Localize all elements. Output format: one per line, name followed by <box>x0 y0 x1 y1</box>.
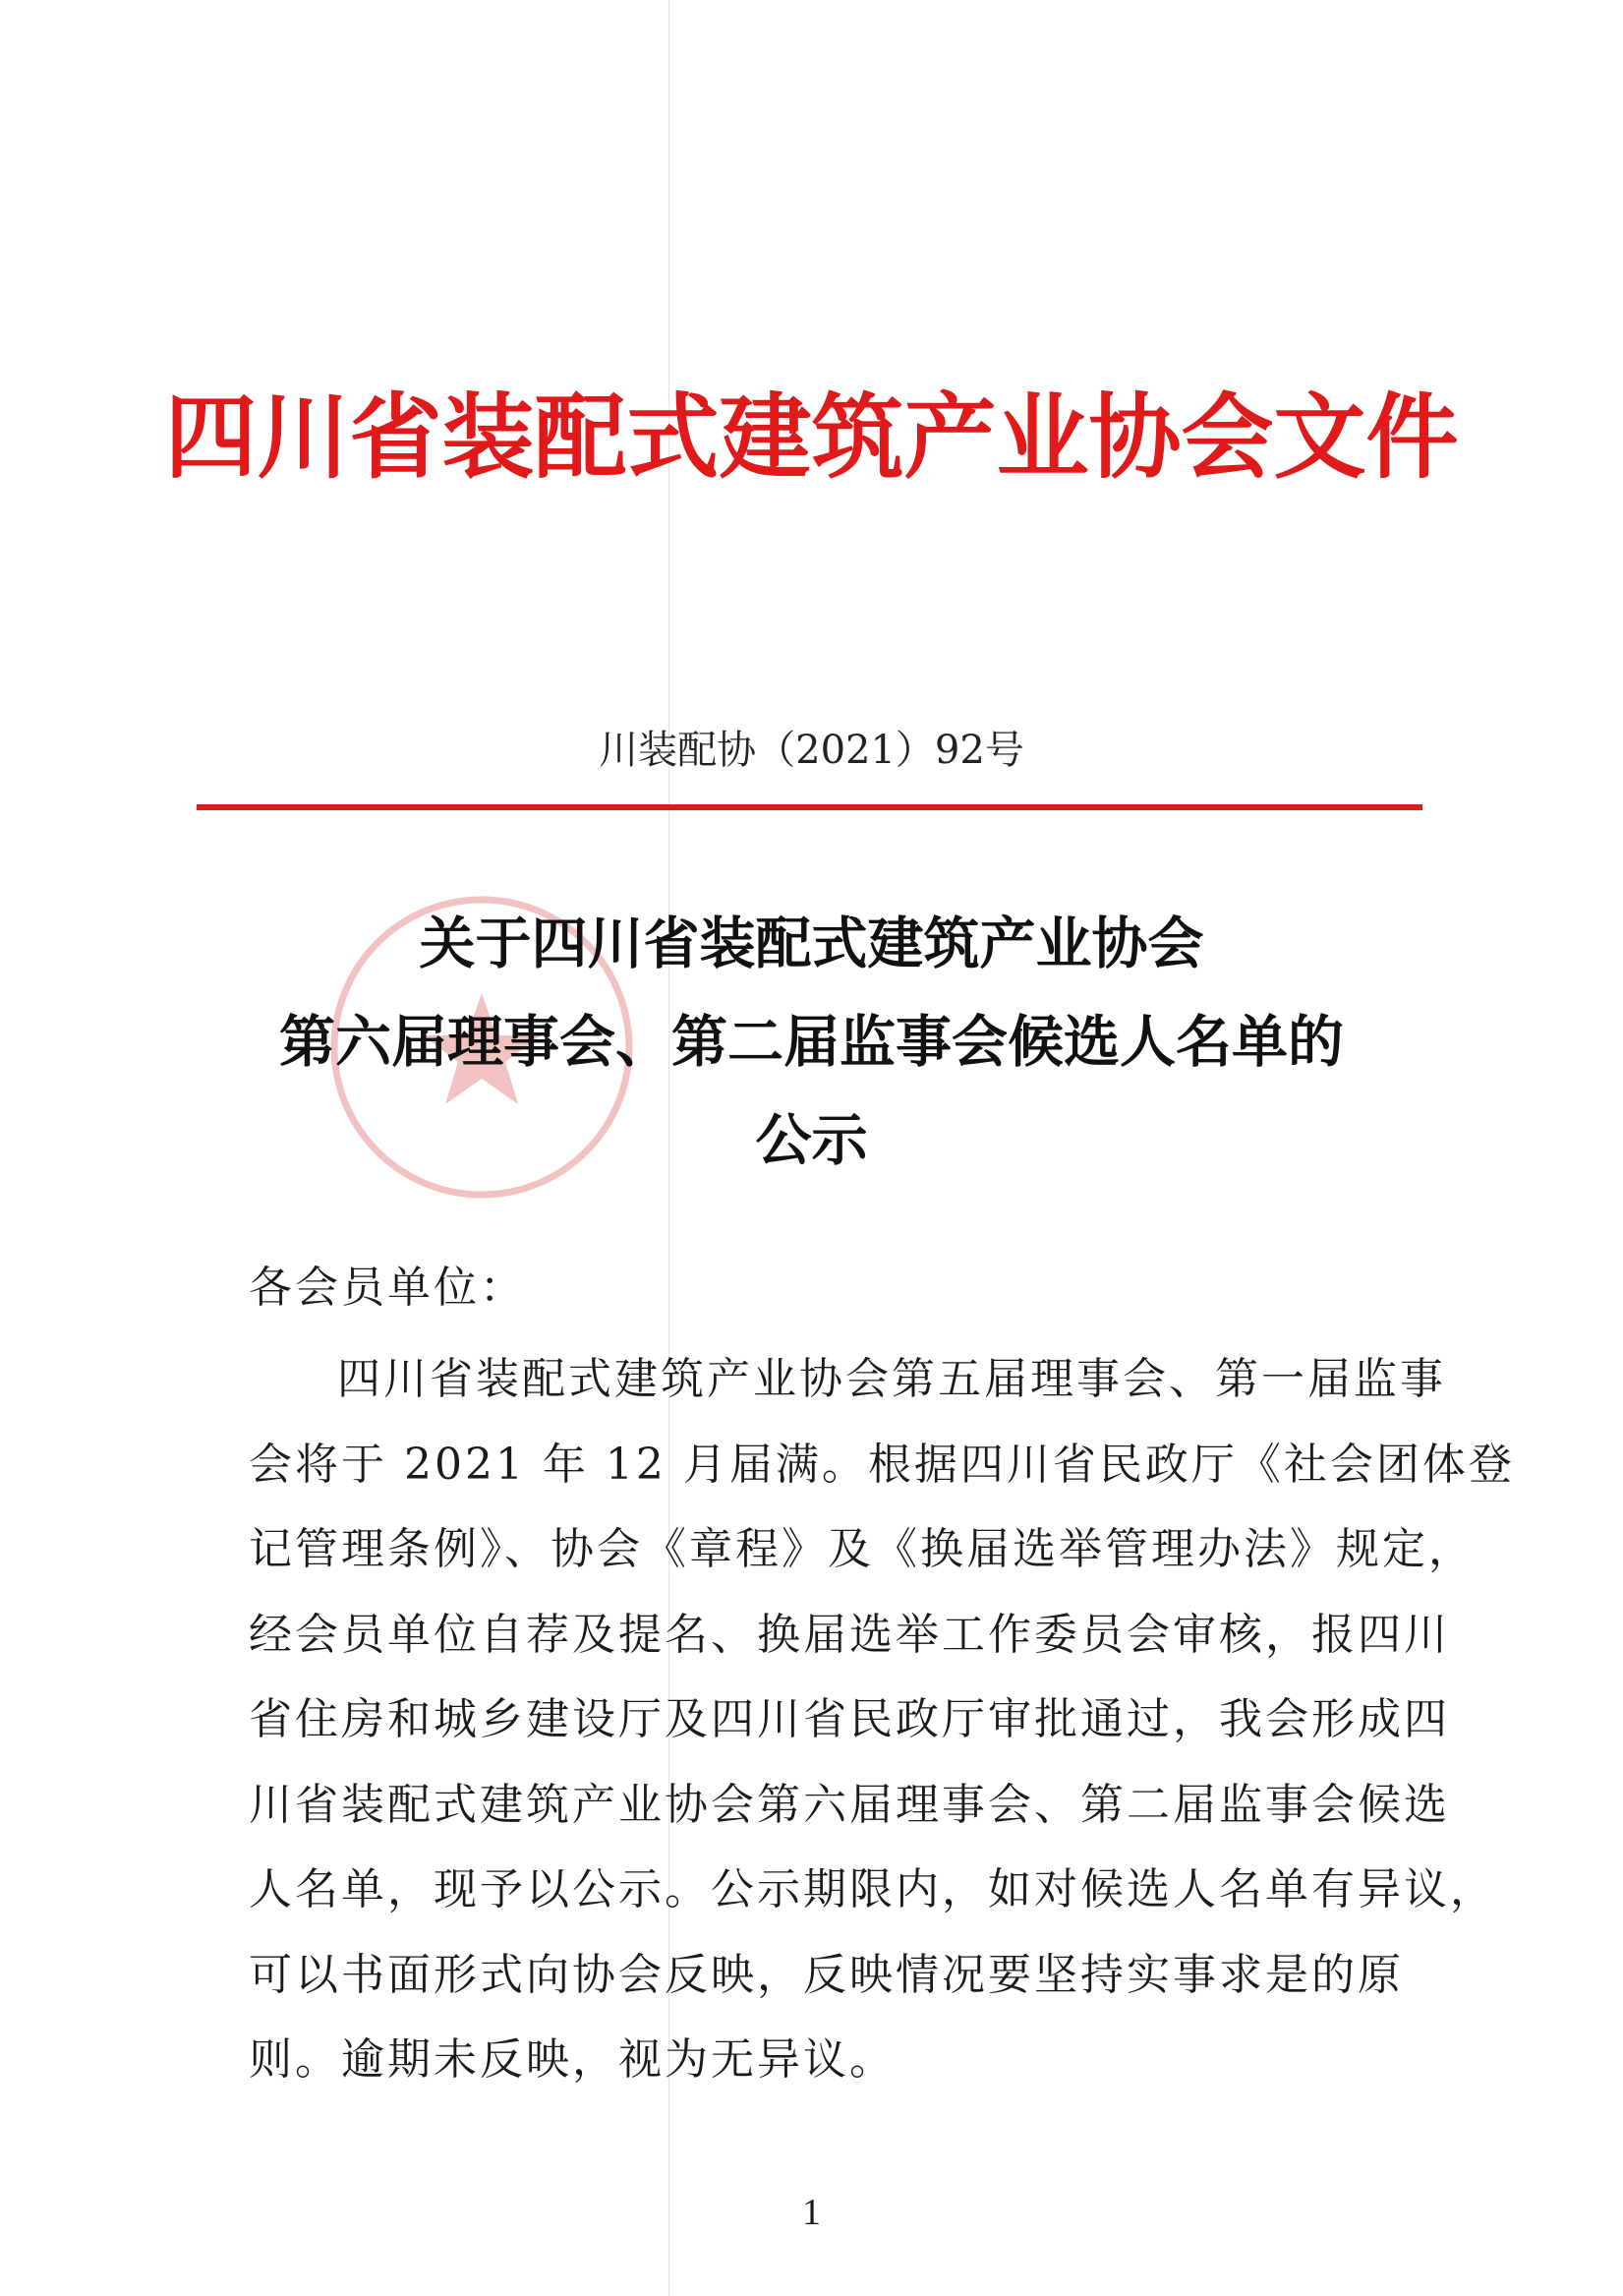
body-line: 可以书面形式向协会反映，反映情况要坚持实事求是的原 <box>249 1949 1404 2000</box>
page-number: 1 <box>802 2192 821 2233</box>
document-title-line-3: 公示 <box>755 1107 868 1173</box>
red-divider-line <box>197 804 1422 810</box>
body-line: 人名单，现予以公示。公示期限内，如对候选人名单有异议， <box>249 1864 1496 1914</box>
body-line: 会将于 2021 年 12 月届满。根据四川省民政厅《社会团体登 <box>249 1439 1515 1490</box>
document-number: 川装配协（2021）92号 <box>599 728 1024 773</box>
body-line: 省住房和城乡建设厅及四川省民政厅审批通过，我会形成四 <box>249 1694 1450 1744</box>
body-line: 川省装配式建筑产业协会第六届理事会、第二届监事会候选 <box>249 1779 1450 1830</box>
body-line: 四川省装配式建筑产业协会第五届理事会、第一届监事 <box>337 1354 1446 1404</box>
organization-header-title: 四川省装配式建筑产业协会文件 <box>164 383 1459 492</box>
body-line: 记管理条例》、协会《章程》及《换届选举管理办法》规定， <box>249 1524 1475 1574</box>
body-line: 则。逾期未反映，视为无异议。 <box>249 2034 896 2085</box>
salutation: 各会员单位： <box>249 1263 526 1313</box>
document-title-line-2: 第六届理事会、第二届监事会候选人名单的 <box>279 1009 1344 1075</box>
document-title <box>0 895 1623 1190</box>
document-title-line-1: 关于四川省装配式建筑产业协会 <box>419 911 1204 976</box>
body-paragraph <box>249 1337 1515 2103</box>
body-line: 经会员单位自荐及提名、换届选举工作委员会审核，报四川 <box>249 1609 1450 1660</box>
